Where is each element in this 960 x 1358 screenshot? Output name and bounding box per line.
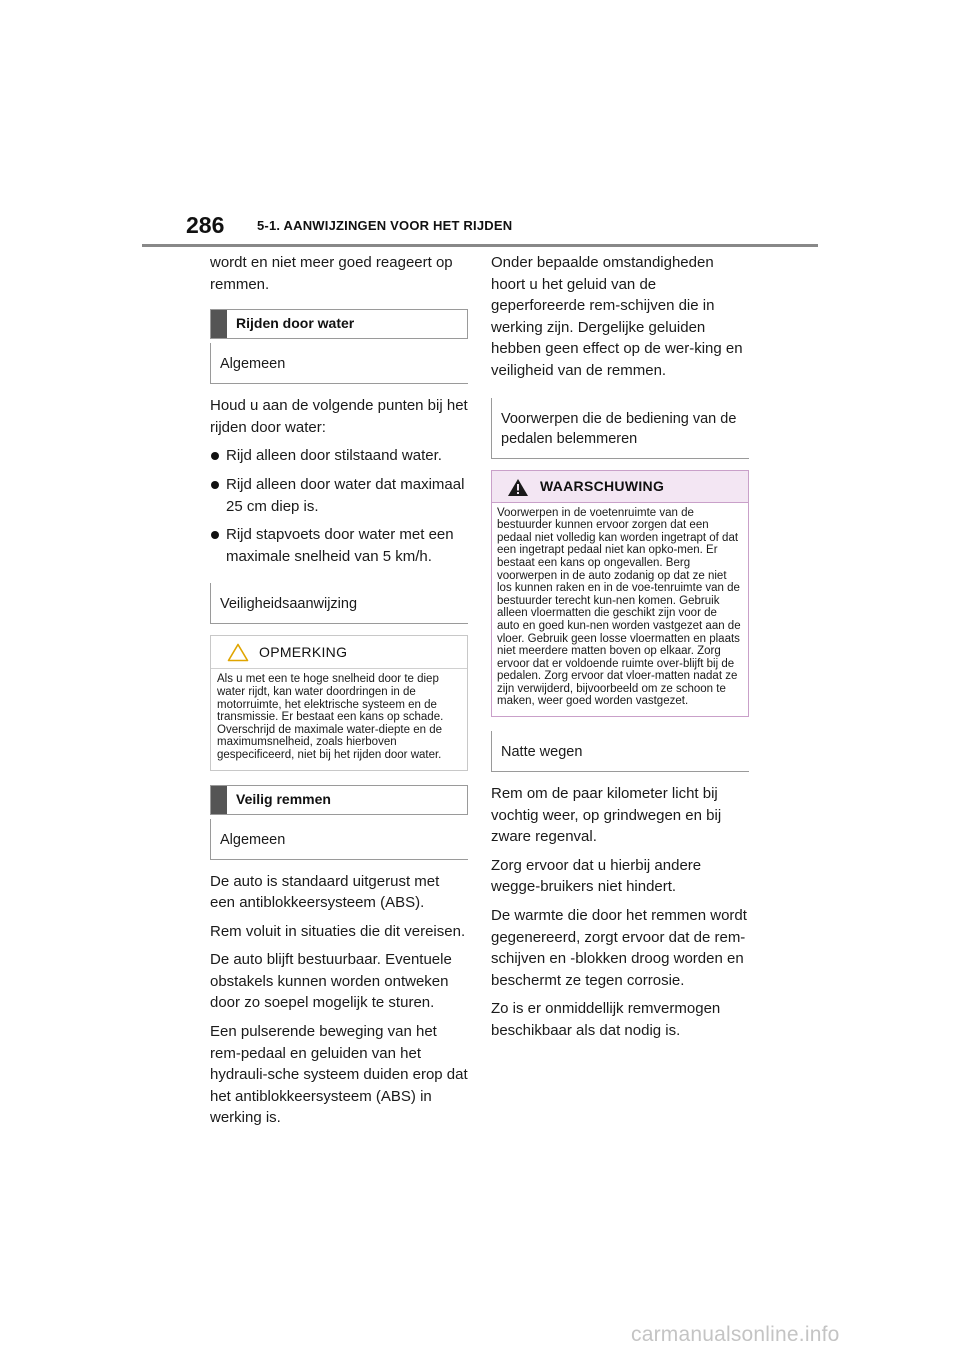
paragraph: De auto is standaard uitgerust met een antiblokkeersysteem (ABS). <box>210 872 440 912</box>
note-title: OPMERKING <box>259 644 348 661</box>
chapter-title: 5-1. AANWIJZINGEN VOOR HET RIJDEN <box>257 218 513 233</box>
list-item <box>210 445 468 467</box>
bullet-icon <box>211 531 219 539</box>
caution-triangle-icon <box>227 643 249 662</box>
paragraph: Zo is er onmiddellijk remvermogen beschikbaar als dat nodig is. <box>491 1000 721 1039</box>
paragraph: Rem voluit in situaties die dit vereisen. <box>210 922 466 940</box>
list-item-text: Rijd stapvoets door water met een maximale snelheid van 5 km/h. <box>226 526 454 565</box>
paragraph: Onder bepaalde omstandigheden hoort u het geluid van de geperforeerde rem-schijven die in werking zijn. Dergelijke geluiden hebben geen effect op de wer-king en veiligheid van de remmen. <box>491 254 743 379</box>
paragraph: Houd u aan de volgende punten bij het rijden door water: <box>210 397 468 436</box>
note-text: Als u met een te hoge snelheid door te diep water rijdt, kan water doordringen in de motorruimte, het elektrische systeem en de transmissie. Er bestaat een kans op schade. Overschrijd de maximale water-diepte en de maximumsnelheid, zoals hierboven gespecificeerd, niet bij het rijden door water. <box>217 673 444 761</box>
section-marker <box>211 310 227 338</box>
subheading-voorwerpen: Voorwerpen die de bediening van de pedalen belemmeren <box>491 398 749 459</box>
paragraph: Een pulserende beweging van het rem-pedaal en geluiden van het hydrauli-sche systeem duiden erop dat het antiblokkeersysteem (ABS) in werking is. <box>210 1023 468 1127</box>
warning-triangle-icon <box>507 478 529 497</box>
paragraph: De auto blijft bestuurbaar. Eventuele obstakels kunnen worden ontweken door zo soepel mogelijk te sturen. <box>210 951 452 1012</box>
paragraph: Rem om de paar kilometer licht bij vochtig weer, op grindwegen en bij zware regenval. <box>491 785 722 846</box>
page-number: 286 <box>186 212 225 238</box>
left-column <box>210 252 468 1136</box>
subheading-veiligheid: Veiligheidsaanwijzing <box>210 583 468 624</box>
right-column <box>491 252 749 1049</box>
bullet-list <box>210 445 468 567</box>
subheading-natte-wegen: Natte wegen <box>491 731 749 772</box>
note-header <box>211 636 467 669</box>
bullet-icon <box>211 452 219 460</box>
section-heading-remmen <box>210 785 468 815</box>
warning-box <box>491 470 749 718</box>
warning-text: Voorwerpen in de voetenruimte van de bestuurder kunnen ervoor zorgen dat een pedaal niet volledig kan worden ingetrapt of dat een ingetrapt pedaal niet kan opko-men. Er bestaat een kans op ongevallen. Berg voorwerpen in de auto zodanig op dat ze niet los kunnen raken en in de voe-tenruimte van de bestuurder terecht kun-nen komen. Gebruik alleen vloermatten die geschikt zijn voor de auto en goed kun-nen worden vastgezet aan de vloer. Gebruik geen losse vloermatten en plaats niet meerdere matten boven op elkaar. Zorg ervoor dat er voldoende ruimte over-blijft bij de pedalen. Zorg ervoor dat vloer-matten nadat ze zijn verwijderd, bijvoorbeeld om ze schoon te maken, weer goed worden vastgezet. <box>497 506 741 708</box>
subheading-algemeen-2: Algemeen <box>210 819 468 860</box>
warning-header <box>492 471 748 503</box>
intro-paragraph: wordt en niet meer goed reageert op remmen. <box>210 254 453 293</box>
section-label: Rijden door water <box>236 315 355 332</box>
paragraph: Zorg ervoor dat u hierbij andere wegge-bruikers niet hindert. <box>491 856 702 896</box>
list-item <box>210 474 468 517</box>
list-item <box>210 524 468 567</box>
header-rule <box>142 244 818 247</box>
section-label: Veilig remmen <box>236 790 331 807</box>
watermark: carmanualsonline.info <box>631 1323 840 1346</box>
paragraph: De warmte die door het remmen wordt gegenereerd, zorgt ervoor dat de rem-schijven en -blokken droog worden en beschermt ze tegen corrosie. <box>491 907 747 989</box>
warning-title: WAARSCHUWING <box>540 477 665 494</box>
bullet-icon <box>211 481 219 489</box>
section-heading-water <box>210 309 468 339</box>
subheading-algemeen: Algemeen <box>210 343 468 384</box>
section-marker <box>211 786 227 814</box>
note-box <box>210 635 468 770</box>
list-item-text: Rijd alleen door water dat maximaal 25 cm diep is. <box>226 475 465 515</box>
list-item-text: Rijd alleen door stilstaand water. <box>226 447 442 465</box>
